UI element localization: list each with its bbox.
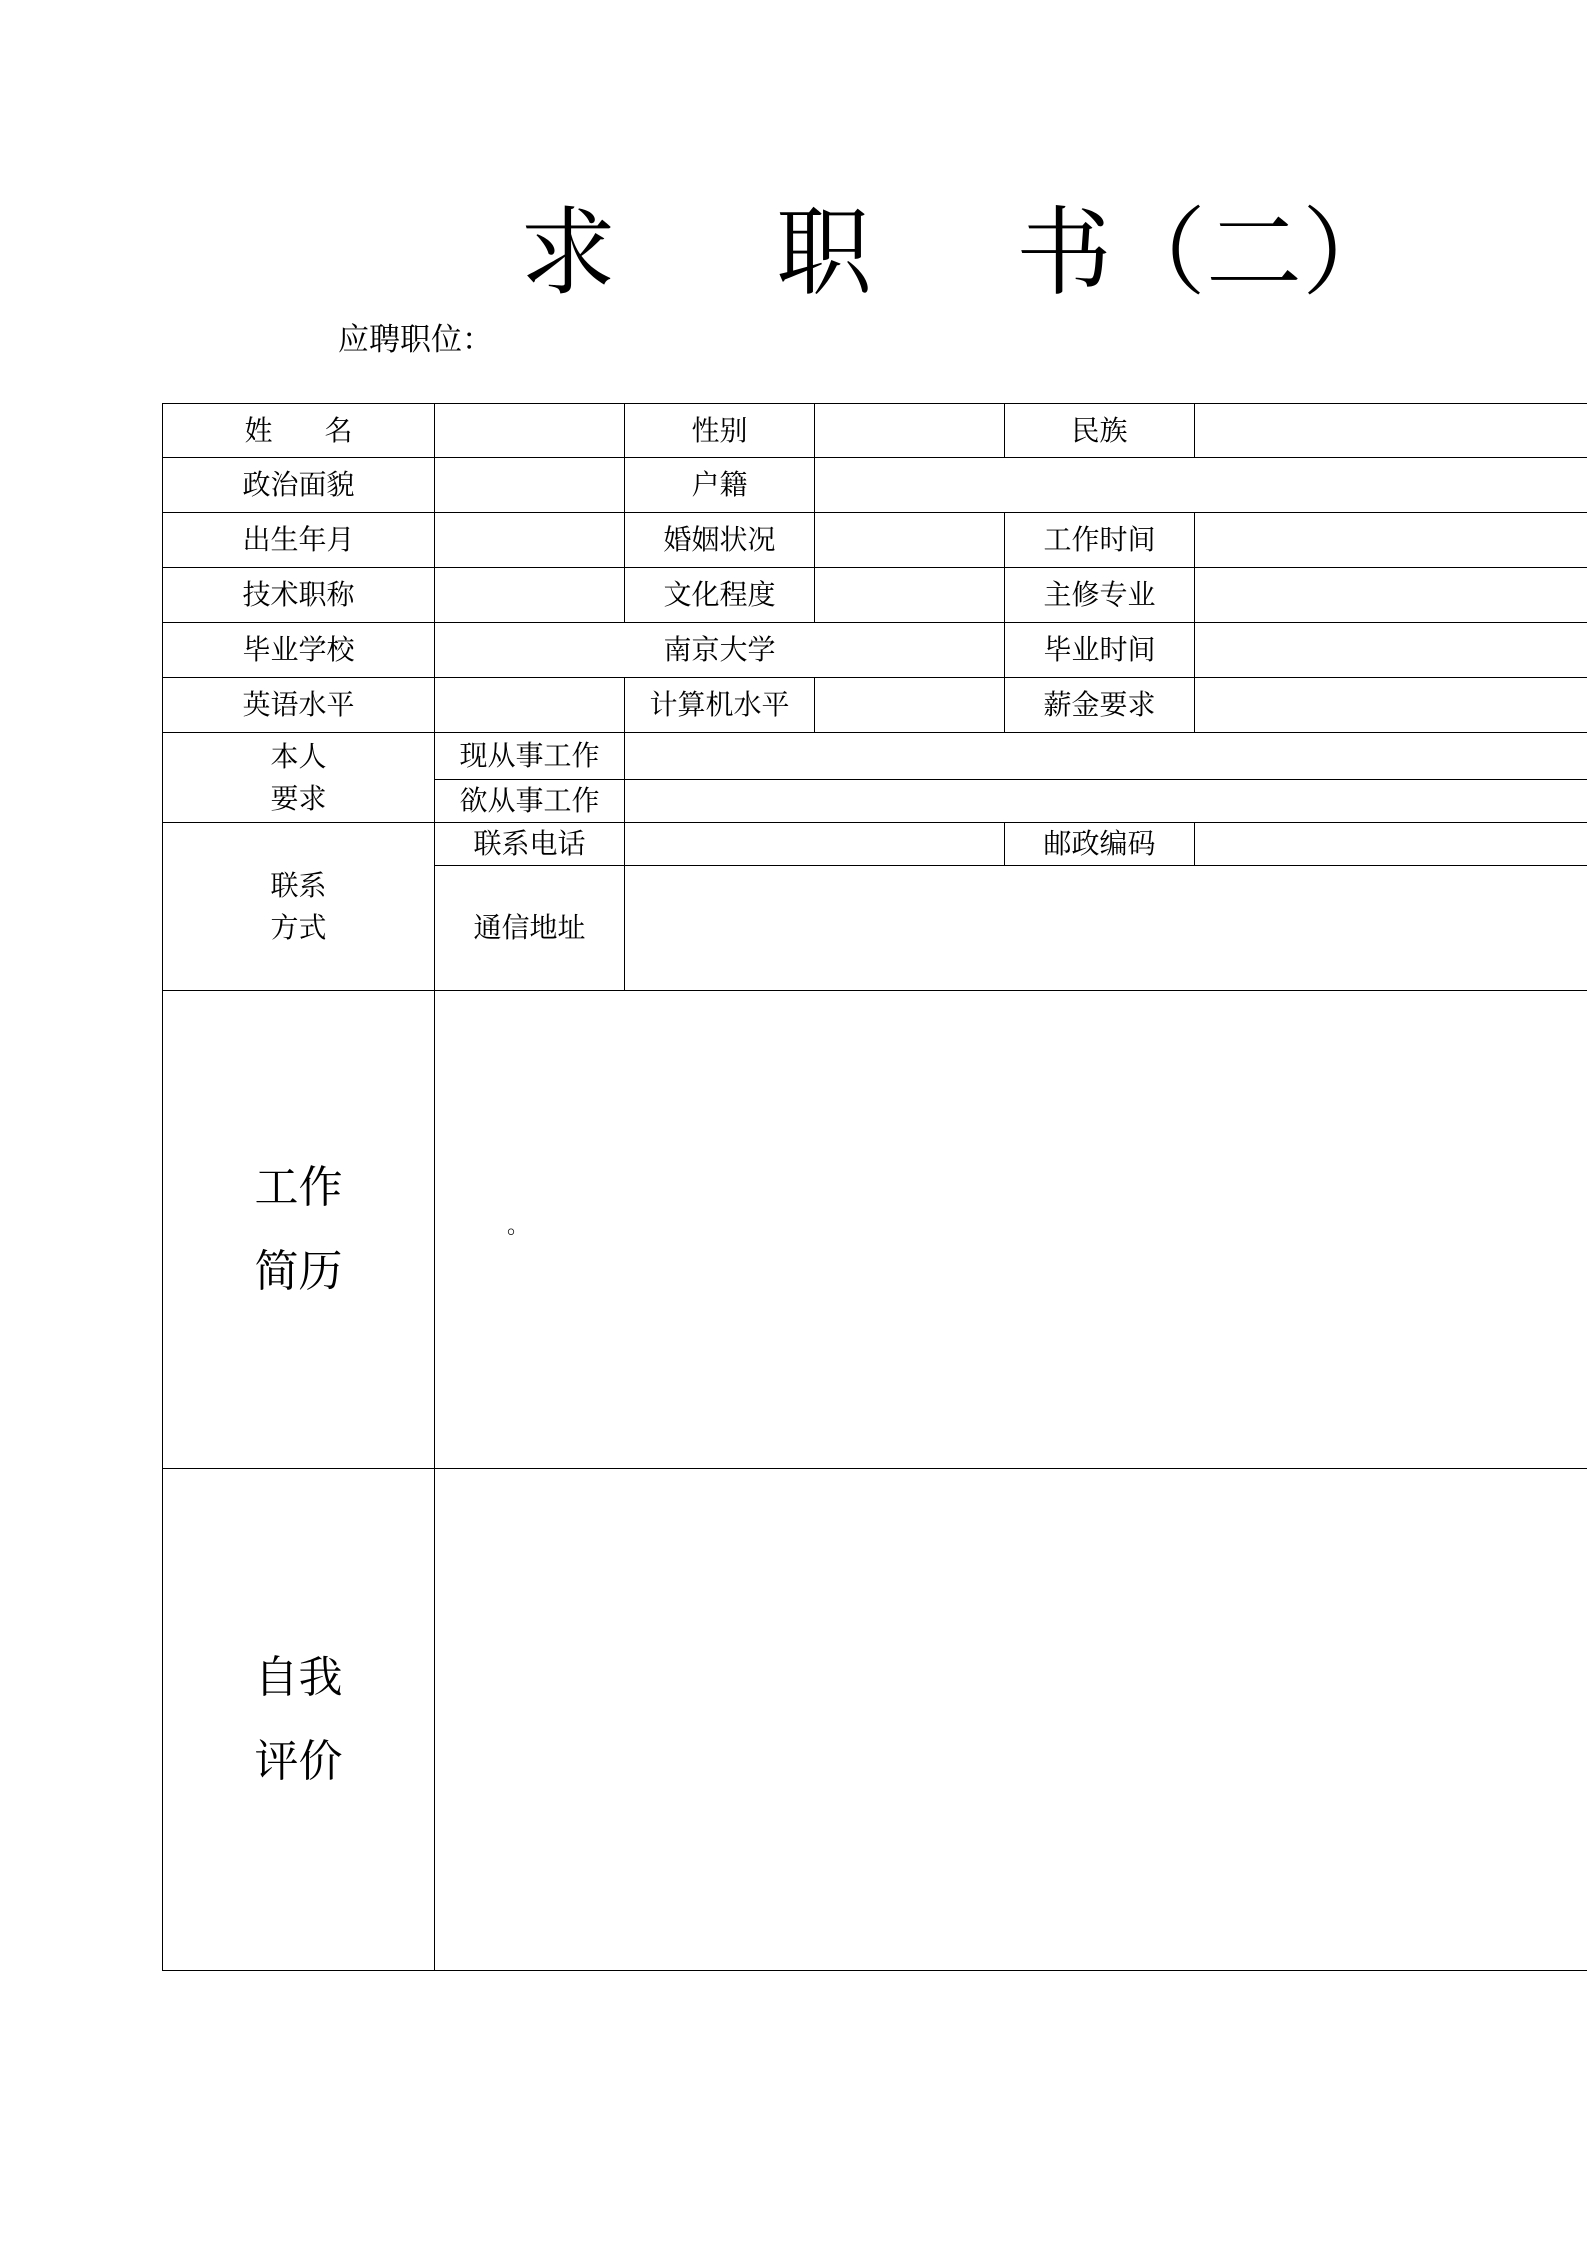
name-label	[244, 414, 352, 447]
name-label-cell	[163, 404, 435, 458]
name-label-char-2: 名	[324, 413, 353, 447]
birth-field[interactable]	[435, 513, 625, 568]
self-evaluation-label-line-2: 评价	[254, 1735, 343, 1787]
gender-field[interactable]	[815, 404, 1005, 458]
address-label: 通信地址	[435, 866, 625, 991]
salary-label: 薪金要求	[1005, 678, 1195, 733]
grad-time-label: 毕业时间	[1005, 623, 1195, 678]
postcode-field[interactable]	[1195, 823, 1587, 866]
hukou-label: 户籍	[625, 458, 815, 513]
work-history-mark: 。	[507, 1214, 530, 1239]
postcode-label: 邮政编码	[1005, 823, 1195, 866]
requirements-label-line-1: 本人	[270, 739, 327, 773]
major-field[interactable]	[1195, 568, 1587, 623]
gender-label: 性别	[625, 404, 815, 458]
application-form-table	[162, 403, 1587, 1971]
birth-label: 出生年月	[163, 513, 435, 568]
salary-field[interactable]	[1195, 678, 1587, 733]
current-job-label: 现从事工作	[435, 733, 625, 780]
english-field[interactable]	[435, 678, 625, 733]
phone-label: 联系电话	[435, 823, 625, 866]
requirements-label-line-2: 要求	[270, 781, 327, 815]
contact-label-line-2: 方式	[270, 910, 327, 944]
marital-label: 婚姻状况	[625, 513, 815, 568]
school-label: 毕业学校	[163, 623, 435, 678]
title-char-1: 求	[520, 197, 616, 309]
ethnicity-field[interactable]	[1195, 404, 1587, 458]
self-evaluation-field[interactable]	[435, 1469, 1587, 1971]
work-time-field[interactable]	[1195, 513, 1587, 568]
address-field[interactable]	[625, 866, 1587, 991]
form-row-12	[163, 1469, 1587, 1971]
marital-field[interactable]	[815, 513, 1005, 568]
name-field[interactable]	[435, 404, 625, 458]
tech-title-field[interactable]	[435, 568, 625, 623]
self-evaluation-label-line-1: 自我	[254, 1651, 343, 1703]
work-history-label	[163, 991, 435, 1469]
political-field[interactable]	[435, 458, 625, 513]
grad-time-field[interactable]	[1195, 623, 1587, 678]
requirements-label	[163, 733, 435, 823]
form-row-7	[163, 733, 1587, 780]
form-row-3	[163, 513, 1587, 568]
computer-label: 计算机水平	[625, 678, 815, 733]
work-history-label-line-2: 简历	[254, 1245, 343, 1297]
tech-title-label: 技术职称	[163, 568, 435, 623]
applied-position-label: 应聘职位：	[338, 322, 493, 358]
title-char-2: 职	[776, 197, 872, 309]
work-history-field[interactable]	[435, 991, 1587, 1469]
ethnicity-label: 民族	[1005, 404, 1195, 458]
school-field[interactable]: 南京大学	[435, 623, 1005, 678]
desired-job-field[interactable]	[625, 780, 1587, 823]
contact-label-line-1: 联系	[270, 868, 327, 902]
computer-field[interactable]	[815, 678, 1005, 733]
political-label: 政治面貌	[163, 458, 435, 513]
contact-label	[163, 823, 435, 991]
form-row-1	[163, 404, 1587, 458]
work-time-label: 工作时间	[1005, 513, 1195, 568]
name-label-char-1: 姓	[244, 413, 273, 447]
form-row-9	[163, 823, 1587, 866]
form-row-2	[163, 458, 1587, 513]
education-field[interactable]	[815, 568, 1005, 623]
self-evaluation-label	[163, 1469, 435, 1971]
english-label: 英语水平	[163, 678, 435, 733]
phone-field[interactable]	[625, 823, 1005, 866]
form-row-5	[163, 623, 1587, 678]
education-label: 文化程度	[625, 568, 815, 623]
title-suffix: （二）	[1110, 197, 1398, 309]
desired-job-label: 欲从事工作	[435, 780, 625, 823]
work-history-label-line-1: 工作	[254, 1161, 343, 1213]
title-char-3: 书	[1016, 197, 1112, 309]
form-row-4	[163, 568, 1587, 623]
form-row-11	[163, 991, 1587, 1469]
current-job-field[interactable]	[625, 733, 1587, 780]
major-label: 主修专业	[1005, 568, 1195, 623]
hukou-field[interactable]	[815, 458, 1587, 513]
form-row-6	[163, 678, 1587, 733]
